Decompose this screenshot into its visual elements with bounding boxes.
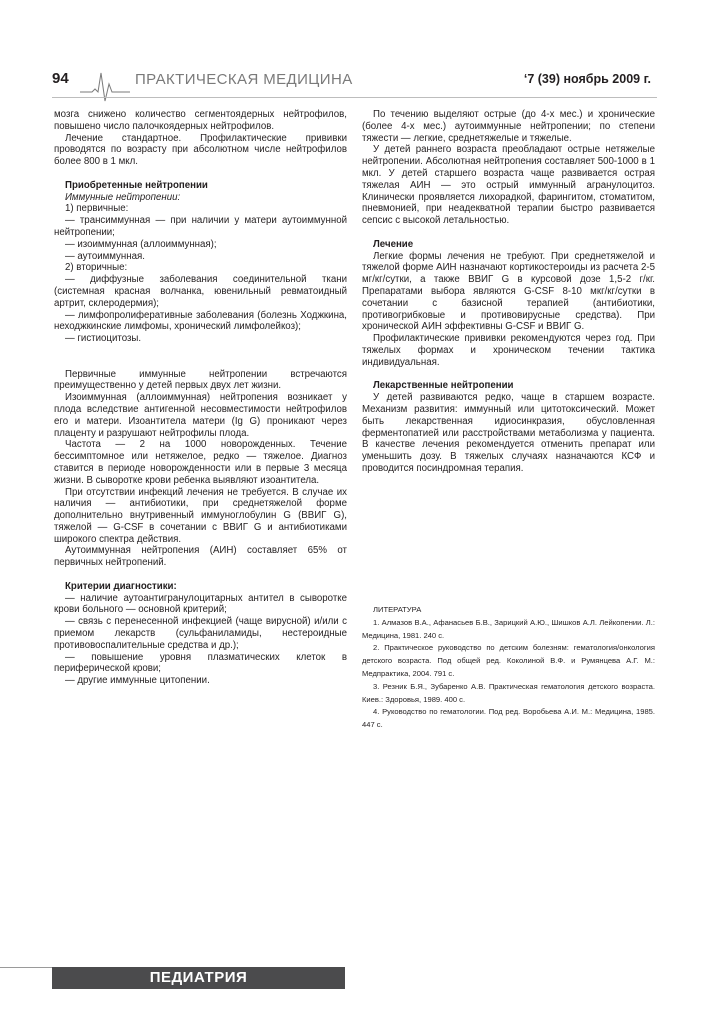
paragraph: При отсутствии инфекций лечения не требуется. В случае их наличия — антибиотики, при среднетяжелой форме дополнительно внутривенный иммуноглобулин G (ВВИГ G), тяжелой — G-CSF в сочетании с ВВИГ G и антибиотиками широкого спектра действия.	[54, 486, 347, 545]
paragraph: Аутоиммунная нейтропения (АИН) составляет 65% от первичных нейтропений.	[54, 545, 347, 569]
list-item: — повышение уровня плазматических клеток в периферической крови;	[54, 651, 347, 675]
reference-item: 1. Алмазов В.А., Афанасьев Б.В., Зарицкий А.Ю., Шишков А.Л. Лейкопении. Л.: Медицина, 1981. 240 с.	[362, 617, 655, 640]
list-item: — лимфопролиферативные заболевания (болезнь Ходжкина, неходжкинские лимфомы, хронический лимфолейкоз);	[54, 309, 347, 333]
right-column	[362, 109, 655, 475]
paragraph: Легкие формы лечения не требуют. При среднетяжелой и тяжелой форме АИН назначают кортикостероиды из расчета 2-5 мг/кг/сутки, а также ВВИГ G в курсовой дозе 1,5-2 г/кг. Препаратами выбора являются G-CSF 8-10 мкг/кг/сутки в сочетании с базисной терапией (антибиотики, противогрибковые и противовирусные средства). При хронической АИН эффективны G-CSF и ВВИГ G.	[362, 250, 655, 333]
paragraph: Частота — 2 на 1000 новорожденных. Течение бессимптомное или нетяжелое, редко — тяжелое. Диагноз ставится в периоде новорожденности или в первые 3 месяца жизни. В сыворотке крови ребенка выявляют изоантитела.	[54, 439, 347, 486]
list-item: — гистиоцитозы.	[65, 333, 142, 345]
list-item: — трансиммунная — при наличии у матери аутоиммунной нейтропении;	[54, 215, 347, 238]
page-number: 94	[52, 70, 69, 87]
paragraph: По течению выделяют острые (до 4-х мес.) и хронические (более 4-х мес.) аутоиммунные нейтропении; по степени тяжести — легкие, среднетяжелые и тяжелые.	[362, 109, 655, 144]
footer-section-label: ПЕДИАТРИЯ	[149, 969, 248, 986]
spacer	[54, 569, 347, 581]
section-heading: Лечение	[373, 238, 414, 250]
list-item: — наличие аутоантигранулоцитарных антител в сыворотке крови больного — основной критерий;	[54, 592, 347, 616]
section-heading: Приобретенные нейтропении	[65, 179, 208, 191]
reference-item: 3. Резник Б.Я., Зубаренко А.В. Практическая гематология детского возраста. Киев.: Здоровья, 1989. 400 с.	[362, 681, 655, 704]
spacer	[54, 345, 347, 369]
spacer	[362, 369, 655, 381]
references	[362, 604, 655, 732]
header-rule	[52, 97, 657, 98]
paragraph: Профилактические прививки рекомендуются через год. При тяжелых формах и хроническом течении тактика индивидуальная.	[362, 333, 655, 368]
list-item: — изоиммунная (аллоиммунная);	[65, 238, 217, 250]
paragraph: Первичные иммунные нейтропении встречаются преимущественно у детей первых двух лет жизни.	[54, 368, 347, 392]
paragraph: У детей развиваются редко, чаще в старшем возрасте. Механизм развития: иммунный или цитотоксический. Может быть лекарственная идиосинкразия, обусловленная ферментопатией или расстройствами метаболизма у пациента. В качестве лечения рекомендуется отменить препарат или уменьшить дозу. В тяжелых случаях назначаются КСФ и проводится посиндромная терапия.	[362, 392, 655, 474]
list-item: 1) первичные:	[65, 203, 129, 215]
paragraph: Лечение стандартное. Профилактические прививки проводятся по возрасту при абсолютном числе нейтрофилов более 800 в 1 мкл.	[54, 132, 347, 168]
spacer	[54, 168, 347, 180]
list-item: — аутоиммунная.	[65, 250, 145, 262]
list-item: — связь с перенесенной инфекцией (чаще вирусной) и/или с приемом лекарств (сульфаниламиды, нестероидные противовоспалительные средства и др.);	[54, 616, 347, 651]
page-header	[0, 0, 709, 110]
heartbeat-line-icon	[80, 70, 130, 104]
left-column	[54, 109, 347, 687]
paragraph: мозга снижено количество сегментоядерных нейтрофилов, повышено число палочкоядерных нейтрофилов.	[54, 109, 347, 132]
section-heading: Лекарственные нейтропении	[373, 380, 514, 392]
list-item: 2) вторичные:	[65, 262, 128, 274]
paragraph: Изоиммунная (аллоиммунная) нейтропения возникает у плода вследствие антигенной несовместимости нейтрофилов его и матери. Изоантитела матери (Ig G) проникают через плаценту и разрушают нейтрофилы плода.	[54, 392, 347, 439]
spacer	[362, 227, 655, 239]
list-item: — другие иммунные цитопении.	[65, 675, 210, 687]
reference-item: 4. Руководство по гематологии. Под ред. Воробьева А.И. М.: Медицина, 1985. 447 с.	[362, 707, 655, 730]
paragraph: У детей раннего возраста преобладают острые нетяжелые нейтропении. Абсолютная нейтропения составляет 500-1000 в 1 мкл. У детей старшего возраста чаще развивается острая тяжелая АИН — это острый иммунный агранулоцитоз. Клинически проявляется лихорадкой, фарингитом, стоматитом, пневмонией, при неадекватной терапии быстро развивается сепсис с высокой летальностью.	[362, 144, 655, 227]
references-title: ЛИТЕРАТУРА	[373, 605, 422, 614]
issue-info: ‘7 (39) ноябрь 2009 г.	[523, 72, 651, 86]
section-heading: Критерии диагностики:	[65, 580, 177, 592]
subheading: Иммунные нейтропении:	[65, 191, 181, 203]
reference-item: 2. Практическое руководство по детским болезням: гематология/онкология детского возраста. Под общей ред. Коколиной В.Ф. и Румянцева А.Г. М.: Медпрактика, 2004. 791 с.	[362, 643, 655, 678]
list-item: — диффузные заболевания соединительной ткани (системная красная волчанка, ювенильный ревматоидный артрит, склеродермия);	[54, 274, 347, 309]
journal-title: ПРАКТИЧЕСКАЯ МЕДИЦИНА	[135, 71, 353, 88]
